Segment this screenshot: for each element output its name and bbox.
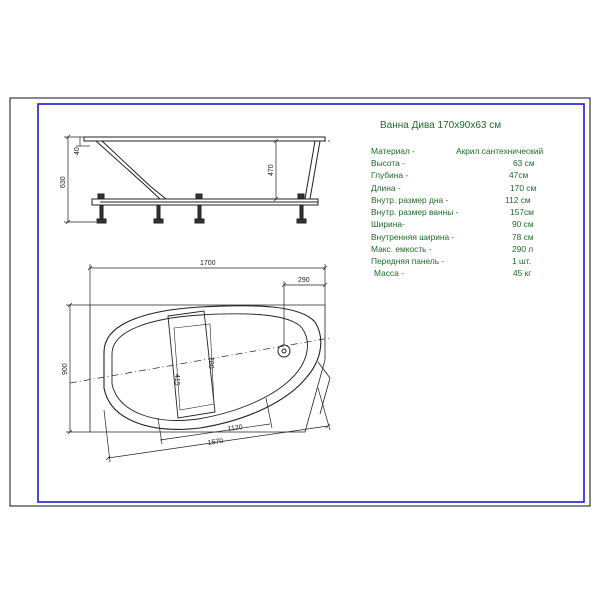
side-view [84,137,325,205]
spec-inner-size-label: Внутр. размер ванны - [371,207,459,217]
spec-height-label: Высота - [371,158,405,168]
leg-2 [157,205,160,220]
leg-4-foot [297,219,306,223]
spec-weight-label: Масса - [374,268,404,278]
dim-inner-bottom: 1120 [227,423,244,433]
dim-inner-length: 1570 [207,437,224,447]
top-view [70,305,330,432]
leg-3-foot [195,219,204,223]
leg-2-foot [154,219,163,223]
spec-depth-label: Глубина - [371,170,409,180]
leg-4 [298,194,304,199]
spec-depth-value: 47см [509,170,529,180]
spec-material-label: Материал - [371,146,415,156]
spec-weight-value: 45 кг [513,268,532,278]
dim-width: 900 [62,363,69,375]
dim-length: 1700 [200,260,216,267]
outer-frame [10,98,590,506]
spec-material-value: Акрил сантехнический [456,146,544,156]
spec-inner-size-value: 157см [510,207,534,217]
spec-inner-width-value: 78 см [512,232,534,242]
spec-bottom-size-value: 112 см [505,195,531,205]
dim-bottom-width: 415 [173,374,180,386]
dim-drain-offset: 290 [298,277,310,284]
spec-capacity-value: 290 л [512,244,534,254]
product-title: Ванна Дива 170х90х63 см [380,120,502,131]
spec-width-label: Ширина- [371,219,405,229]
spec-front-panel-value: 1 шт. [512,256,531,266]
leg-4-post [300,205,303,220]
spec-length-value: 170 см [510,183,537,193]
spec-length-label: Длина - [371,183,401,193]
spec-inner-width-label: Внутренняя ширина - [371,232,455,242]
leg-1-post [100,205,103,220]
spec-height-value: 63 см [513,158,535,168]
spec-front-panel-label: Передняя панель - [371,256,445,266]
leg-3-post [198,205,201,220]
side-view-legs [97,194,306,223]
spec-bottom-size-label: Внутр. размер дна - [371,195,449,205]
leg-1 [98,194,104,199]
spec-width-value: 90 см [512,219,534,229]
dim-rim: 40 [74,147,81,155]
dim-total-height: 630 [60,176,67,188]
dim-depth: 470 [268,164,275,176]
leg-3 [196,194,202,199]
dim-bottom-width-2: 780 [207,357,214,369]
spec-capacity-label: Макс. емкость - [371,244,432,254]
leg-1-foot [97,219,106,223]
